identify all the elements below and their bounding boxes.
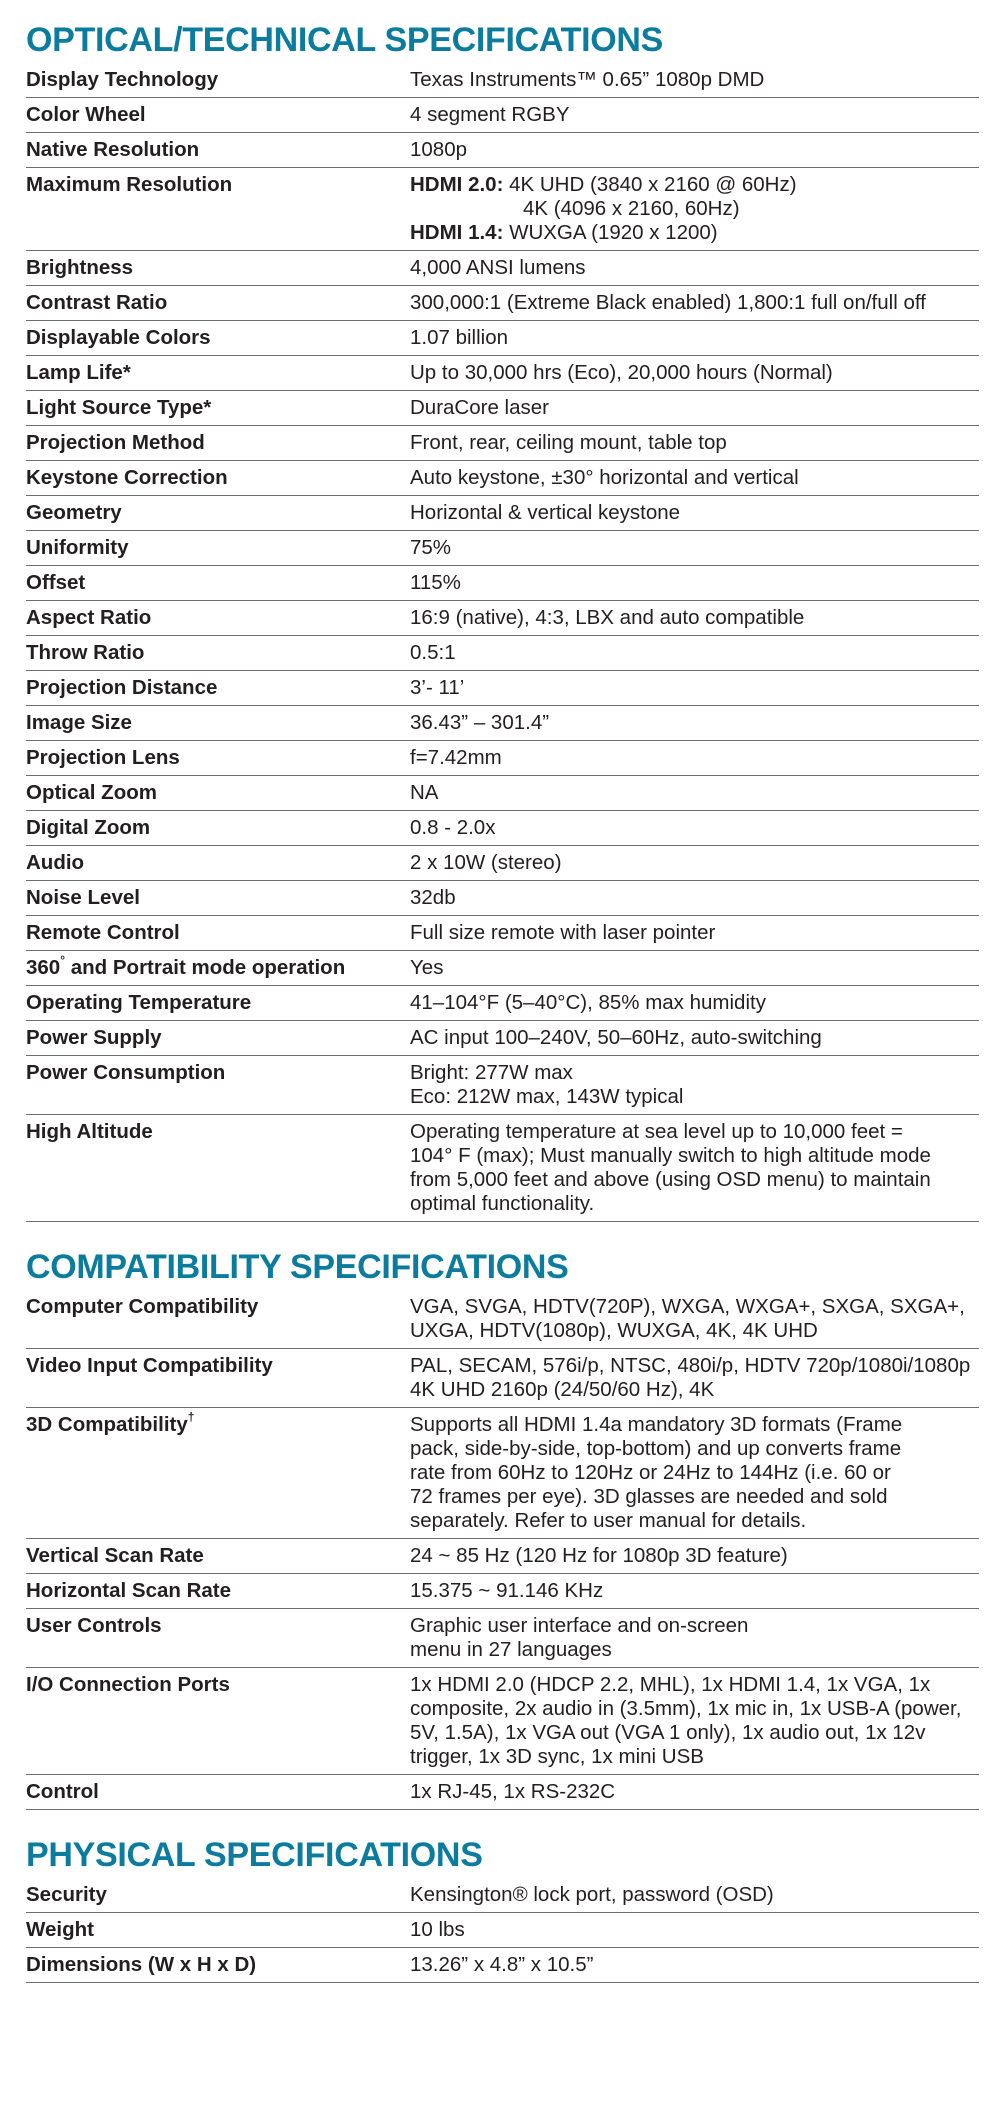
spec-row — [26, 1609, 979, 1668]
spec-value-line: pack, side-by-side, top-bottom) and up converts frame — [410, 1437, 902, 1460]
spec-row — [26, 1775, 979, 1810]
spec-label: I/O Connection Ports — [26, 1673, 230, 1696]
section-title-physical-specifications: PHYSICAL SPECIFICATIONS — [26, 1836, 483, 1874]
spec-value — [410, 781, 979, 805]
spec-value — [410, 361, 979, 385]
spec-value-line: 24 ~ 85 Hz (120 Hz for 1080p 3D feature) — [410, 1544, 788, 1567]
spec-value — [410, 431, 979, 455]
spec-value-line: 72 frames per eye). 3D glasses are needed and sold — [410, 1485, 888, 1508]
spec-value-line: Bright: 277W max — [410, 1061, 573, 1084]
spec-value-line: optimal functionality. — [410, 1192, 595, 1215]
spec-label: User Controls — [26, 1614, 162, 1637]
spec-label: Optical Zoom — [26, 781, 157, 804]
spec-row — [26, 1878, 979, 1913]
spec-label: Video Input Compatibility — [26, 1354, 273, 1377]
spec-row — [26, 881, 979, 916]
spec-value — [410, 1953, 979, 1977]
spec-label: Projection Lens — [26, 746, 180, 769]
spec-row — [26, 63, 979, 98]
spec-value-line: trigger, 1x 3D sync, 1x mini USB — [410, 1745, 704, 1768]
spec-row — [26, 496, 979, 531]
spec-value-line: 13.26” x 4.8” x 10.5” — [410, 1953, 594, 1976]
spec-row — [26, 391, 979, 426]
spec-label: Dimensions (W x H x D) — [26, 1953, 257, 1976]
spec-value — [410, 1673, 979, 1769]
spec-value — [410, 1614, 979, 1662]
spec-value-line: separately. Refer to user manual for details. — [410, 1509, 807, 1532]
spec-row — [26, 811, 979, 846]
spec-value-line: composite, 2x audio in (3.5mm), 1x mic in, 1x USB-A (power, — [410, 1697, 962, 1720]
spec-value-line: 1.07 billion — [410, 326, 509, 349]
spec-value-line: Front, rear, ceiling mount, table top — [410, 431, 727, 454]
spec-row — [26, 566, 979, 601]
spec-value-line: Yes — [410, 956, 444, 979]
spec-value — [410, 501, 979, 525]
spec-value — [410, 571, 979, 595]
spec-row — [26, 741, 979, 776]
spec-value-line: 115% — [410, 571, 461, 594]
spec-row — [26, 133, 979, 168]
spec-value — [410, 1883, 979, 1907]
spec-value — [410, 173, 979, 245]
spec-row — [26, 1349, 979, 1408]
spec-label: Light Source Type* — [26, 396, 212, 419]
spec-value — [410, 921, 979, 945]
spec-value-line: 75% — [410, 536, 452, 559]
spec-value-line: 32db — [410, 886, 456, 909]
spec-label: Throw Ratio — [26, 641, 145, 664]
spec-value — [410, 1061, 979, 1109]
spec-label: Projection Method — [26, 431, 205, 454]
spec-label: Display Technology — [26, 68, 219, 91]
spec-row — [26, 636, 979, 671]
spec-value-line: 3’- 11’ — [410, 676, 465, 699]
spec-row — [26, 356, 979, 391]
spec-value-line: 1x RJ-45, 1x RS-232C — [410, 1780, 616, 1803]
spec-value-line: Supports all HDMI 1.4a mandatory 3D formats (Frame — [410, 1413, 903, 1436]
spec-value-line: Kensington® lock port, password (OSD) — [410, 1883, 774, 1906]
spec-row — [26, 461, 979, 496]
spec-value-line: 0.8 - 2.0x — [410, 816, 496, 839]
spec-row — [26, 1408, 979, 1539]
spec-value-line: Eco: 212W max, 143W typical — [410, 1085, 684, 1108]
spec-value-line: 16:9 (native), 4:3, LBX and auto compatible — [410, 606, 805, 629]
spec-row — [26, 671, 979, 706]
label-superscript: † — [187, 1410, 195, 1425]
spec-value-line: 4K (4096 x 2160, 60Hz) — [523, 197, 740, 220]
spec-row — [26, 1115, 979, 1222]
spec-value-line: 104° F (max); Must manually switch to high altitude mode — [410, 1144, 931, 1167]
spec-label: Power Consumption — [26, 1061, 226, 1084]
spec-label: Contrast Ratio — [26, 291, 168, 314]
spec-label: Keystone Correction — [26, 466, 228, 489]
spec-row — [26, 706, 979, 741]
spec-value-line: 2 x 10W (stereo) — [410, 851, 562, 874]
spec-label: 3D Compatibility† — [26, 1410, 195, 1436]
spec-value — [410, 1780, 979, 1804]
spec-row — [26, 986, 979, 1021]
spec-label: Geometry — [26, 501, 122, 524]
spec-value — [410, 396, 979, 420]
spec-label: High Altitude — [26, 1120, 153, 1143]
spec-value-line: 15.375 ~ 91.146 KHz — [410, 1579, 604, 1602]
spec-value — [410, 103, 979, 127]
spec-value-line: f=7.42mm — [410, 746, 502, 769]
spec-value-line: DuraCore laser — [410, 396, 549, 419]
spec-label: Control — [26, 1780, 99, 1803]
spec-value-line: HDMI 1.4: WUXGA (1920 x 1200) — [410, 221, 718, 244]
label-superscript: ° — [60, 953, 66, 968]
spec-label: Aspect Ratio — [26, 606, 152, 629]
spec-value — [410, 138, 979, 162]
spec-label: Brightness — [26, 256, 134, 279]
spec-value-line: 10 lbs — [410, 1918, 465, 1941]
spec-label: Native Resolution — [26, 138, 200, 161]
spec-row — [26, 1668, 979, 1775]
spec-value-line: VGA, SVGA, HDTV(720P), WXGA, WXGA+, SXGA, SXGA+, — [410, 1295, 965, 1318]
spec-value-line: Texas Instruments™ 0.65” 1080p DMD — [410, 68, 765, 91]
spec-value-line: 41–104°F (5–40°C), 85% max humidity — [410, 991, 766, 1014]
spec-row — [26, 1913, 979, 1948]
spec-row — [26, 1574, 979, 1609]
spec-value — [410, 956, 979, 980]
spec-row — [26, 1056, 979, 1115]
spec-value — [410, 1413, 979, 1533]
spec-label: Color Wheel — [26, 103, 146, 126]
spec-value — [410, 1026, 979, 1050]
spec-row — [26, 251, 979, 286]
spec-row — [26, 1948, 979, 1983]
spec-label: Lamp Life* — [26, 361, 131, 384]
spec-value-line: 300,000:1 (Extreme Black enabled) 1,800:1 full on/full off — [410, 291, 926, 314]
spec-row — [26, 426, 979, 461]
spec-value — [410, 536, 979, 560]
spec-value — [410, 711, 979, 735]
spec-value — [410, 851, 979, 875]
spec-label: Uniformity — [26, 536, 129, 559]
spec-value-line: rate from 60Hz to 120Hz or 24Hz to 144Hz (i.e. 60 or — [410, 1461, 891, 1484]
spec-value-line: AC input 100–240V, 50–60Hz, auto-switching — [410, 1026, 822, 1049]
spec-value-line: Auto keystone, ±30° horizontal and vertical — [410, 466, 799, 489]
spec-label: Audio — [26, 851, 85, 874]
spec-value-line: 5V, 1.5A), 1x VGA out (VGA 1 only), 1x audio out, 1x 12v — [410, 1721, 926, 1744]
spec-value-line: HDMI 2.0: 4K UHD (3840 x 2160 @ 60Hz) — [410, 173, 797, 196]
spec-value — [410, 991, 979, 1015]
spec-value — [410, 1120, 979, 1216]
spec-label: Security — [26, 1883, 107, 1906]
spec-value — [410, 606, 979, 630]
spec-value-line: NA — [410, 781, 439, 804]
spec-value — [410, 291, 979, 315]
spec-value-line: Graphic user interface and on-screen — [410, 1614, 749, 1637]
spec-label: Weight — [26, 1918, 94, 1941]
spec-value-line: 0.5:1 — [410, 641, 456, 664]
spec-value — [410, 256, 979, 280]
spec-row — [26, 951, 979, 986]
spec-value — [410, 816, 979, 840]
spec-row — [26, 531, 979, 566]
spec-row — [26, 916, 979, 951]
spec-value-line: Full size remote with laser pointer — [410, 921, 716, 944]
spec-value-line: 4,000 ANSI lumens — [410, 256, 586, 279]
spec-value — [410, 466, 979, 490]
spec-label: Remote Control — [26, 921, 180, 944]
spec-label: Noise Level — [26, 886, 140, 909]
spec-value-line: Operating temperature at sea level up to 10,000 feet = — [410, 1120, 903, 1143]
spec-value — [410, 1918, 979, 1942]
spec-value-line: Up to 30,000 hrs (Eco), 20,000 hours (Normal) — [410, 361, 833, 384]
spec-value-line: 1080p — [410, 138, 468, 161]
spec-label: Horizontal Scan Rate — [26, 1579, 232, 1602]
spec-row — [26, 286, 979, 321]
spec-value — [410, 676, 979, 700]
spec-row — [26, 1539, 979, 1574]
spec-row — [26, 776, 979, 811]
spec-label: Computer Compatibility — [26, 1295, 259, 1318]
spec-value — [410, 746, 979, 770]
spec-label: Vertical Scan Rate — [26, 1544, 204, 1567]
spec-label: Digital Zoom — [26, 816, 151, 839]
spec-value — [410, 68, 979, 92]
spec-label: Operating Temperature — [26, 991, 252, 1014]
spec-label: Displayable Colors — [26, 326, 211, 349]
spec-value-line: Horizontal & vertical keystone — [410, 501, 681, 524]
spec-value — [410, 326, 979, 350]
spec-label: 360° and Portrait mode operation — [26, 953, 346, 979]
spec-value — [410, 641, 979, 665]
spec-row — [26, 1290, 979, 1349]
spec-value-line: 36.43” – 301.4” — [410, 711, 550, 734]
spec-row — [26, 846, 979, 881]
section-title-optical-technical-specifications: OPTICAL/TECHNICAL SPECIFICATIONS — [26, 21, 664, 59]
spec-label: Maximum Resolution — [26, 173, 233, 196]
spec-row — [26, 1021, 979, 1056]
spec-value-line: menu in 27 languages — [410, 1638, 612, 1661]
spec-value-line: PAL, SECAM, 576i/p, NTSC, 480i/p, HDTV 720p/1080i/1080p — [410, 1354, 971, 1377]
spec-value — [410, 1579, 979, 1603]
spec-row — [26, 321, 979, 356]
spec-value — [410, 1295, 979, 1343]
spec-label: Offset — [26, 571, 86, 594]
spec-value-line: 1x HDMI 2.0 (HDCP 2.2, MHL), 1x HDMI 1.4, 1x VGA, 1x — [410, 1673, 931, 1696]
spec-label: Projection Distance — [26, 676, 218, 699]
spec-value-line: from 5,000 feet and above (using OSD menu) to maintain — [410, 1168, 931, 1191]
spec-value-line: UXGA, HDTV(1080p), WUXGA, 4K, 4K UHD — [410, 1319, 818, 1342]
spec-row — [26, 601, 979, 636]
spec-value-line: 4K UHD 2160p (24/50/60 Hz), 4K — [410, 1378, 715, 1401]
spec-row — [26, 98, 979, 133]
spec-value — [410, 1544, 979, 1568]
spec-value — [410, 1354, 979, 1402]
spec-value-line: 4 segment RGBY — [410, 103, 570, 126]
spec-value — [410, 886, 979, 910]
section-title-compatibility-specifications: COMPATIBILITY SPECIFICATIONS — [26, 1248, 569, 1286]
spec-row — [26, 168, 979, 251]
spec-label: Power Supply — [26, 1026, 162, 1049]
spec-label: Image Size — [26, 711, 132, 734]
